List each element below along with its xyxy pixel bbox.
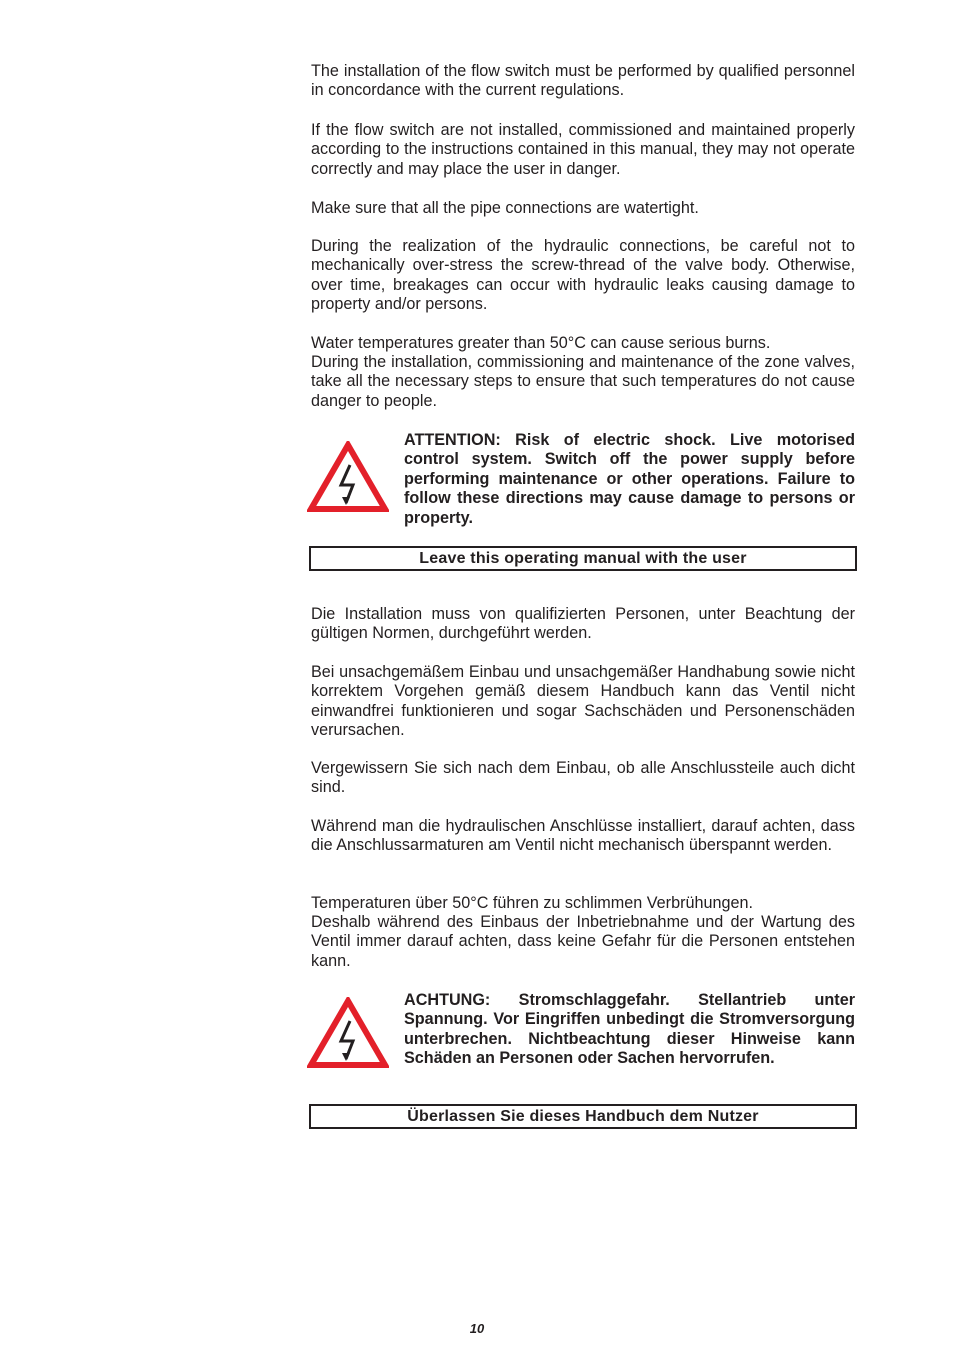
de-warning-block — [307, 990, 855, 1080]
en-paragraph-improper-installation: If the flow switch are not installed, commissioned and maintained properly according to the instructions contained in this manual, they may not operate correctly and may place the user in danger. — [311, 121, 855, 178]
en-warning-block — [307, 430, 855, 527]
en-paragraph-hydraulic-connections: During the realization of the hydraulic connections, be careful not to mechanically over-stress the screw-thread of the valve body. Otherwise, over time, breakages can occur with hydraulic leaks causing damage to property and/or persons. — [311, 237, 855, 314]
de-paragraph-improper-installation: Bei unsachgemäßem Einbau und unsachgemäßer Handhabung sowie nicht korrektem Vorgehen gemäß diesem Handbuch kann das Ventil nicht einwandfrei funktionieren und sogar Sachschäden und Personenschäden verursachen. — [311, 663, 855, 740]
en-paragraph-temperature-precautions: During the installation, commissioning and maintenance of the zone valves, take all the necessary steps to ensure that such temperatures do not cause danger to people. — [311, 353, 855, 410]
de-warning-paragraph — [404, 991, 855, 1069]
de-paragraph-burns: Temperaturen über 50°C führen zu schlimmen Verbrühungen. — [311, 894, 753, 912]
en-notice-box: Leave this operating manual with the user — [309, 546, 857, 571]
electric-shock-warning-icon — [307, 441, 389, 513]
de-paragraph-tightness: Vergewissern Sie sich nach dem Einbau, ob alle Anschlussteile auch dicht sind. — [311, 759, 855, 797]
en-paragraph-watertight: Make sure that all the pipe connections are watertight. — [311, 199, 699, 217]
de-paragraph-hydraulic-connections: Während man die hydraulischen Anschlüsse installiert, darauf achten, dass die Anschlussarmaturen am Ventil nicht mechanisch überspannt werden. — [311, 817, 855, 855]
en-warning-text: ATTENTION: Risk of electric shock. Live motorised control system. Switch off the power supply before performing maintenance or other operations. Failure to follow these directions may cause damage to persons or property. — [404, 431, 855, 527]
electric-shock-warning-icon — [307, 997, 389, 1069]
de-warning-text: Stromschlaggefahr. Stellantrieb unter Spannung. Vor Eingriffen unbedingt die Stromversorgung unterbrechen. Nichtbeachtung dieser Hinweise kann Schäden an Personen oder Sachen hervorrufen. — [404, 991, 855, 1068]
en-paragraph-burns: Water temperatures greater than 50°C can cause serious burns. — [311, 334, 771, 352]
en-paragraph-qualified-personnel: The installation of the flow switch must be performed by qualified personnel in concordance with the current regulations. — [311, 62, 855, 100]
de-paragraph-temperature-precautions: Deshalb während des Einbaus der Inbetriebnahme und der Wartung des Ventil immer darauf achten, dass keine Gefahr für die Personen entstehen kann. — [311, 913, 855, 970]
de-warning-label: ACHTUNG: — [404, 991, 491, 1009]
page-number: 10 — [469, 1321, 485, 1336]
de-notice-box: Überlassen Sie dieses Handbuch dem Nutzer — [309, 1104, 857, 1129]
de-paragraph-installation: Die Installation muss von qualifizierten Personen, unter Beachtung der gültigen Normen, durchgeführt werden. — [311, 605, 855, 643]
